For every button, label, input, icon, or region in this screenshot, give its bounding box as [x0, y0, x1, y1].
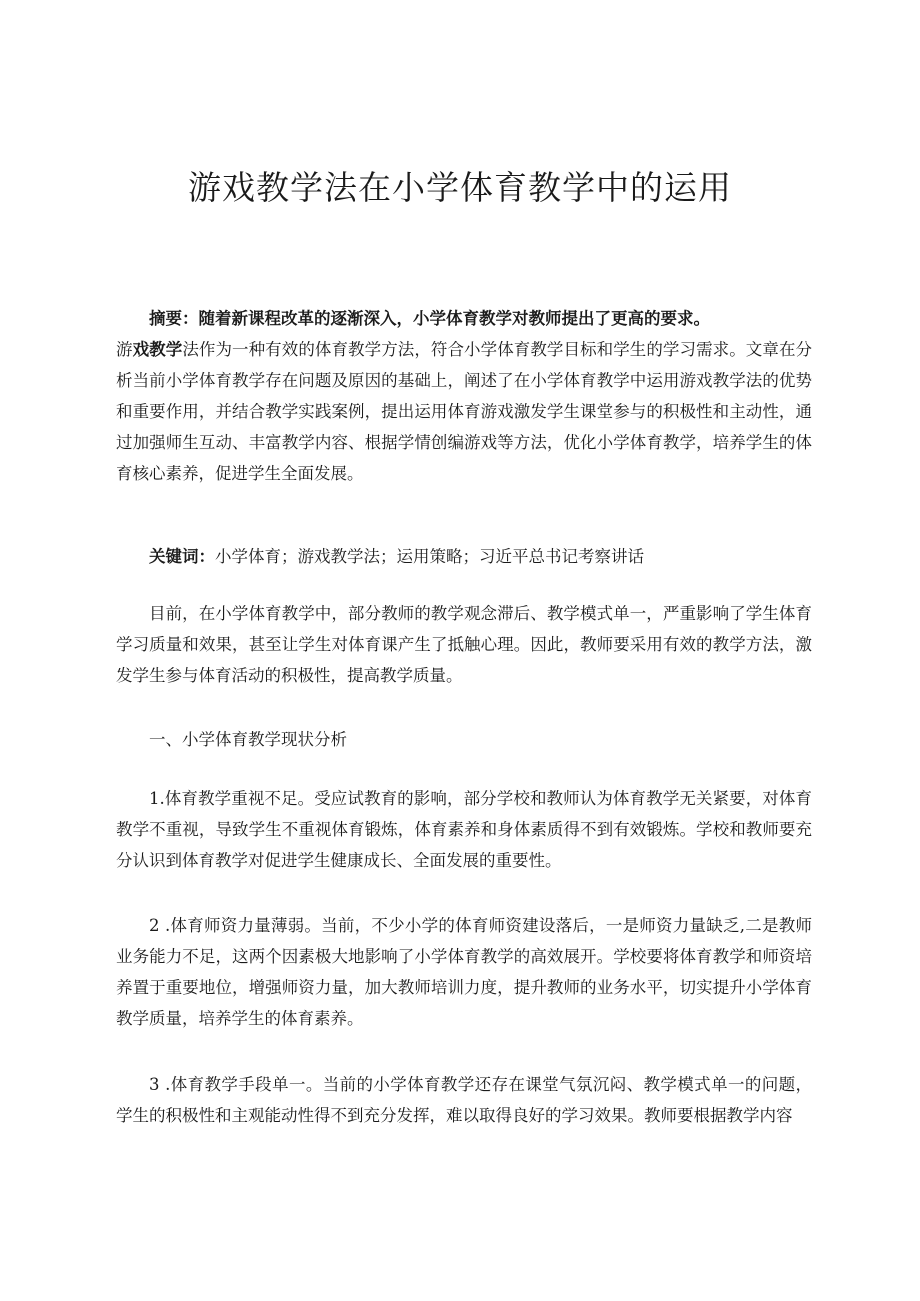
paragraph-3: 3 .体育教学手段单一。当前的小学体育教学还存在课堂气氛沉闷、教学模式单一的问题，学生的积极性和主观能动性得不到充分发挥，难以取得良好的学习效果。教师要根据教学内容 — [116, 1075, 812, 1125]
abstract-text: 法作为一种有效的体育教学方法，符合小学体育教学目标和学生的学习需求。文章在分析当前小学体育教学存在问题及原因的基础上，阐述了在小学体育教学中运用游戏教学法的优势和重要作用，并结合教学实践案例，提出运用体育游戏激发学生课堂参与的积极性和主动性，通过加强师生互动、丰富教学内容、根据学情创编游戏等方法，优化小学体育教学，培养学生的体育核心素养，促进学生全面发展。 — [116, 340, 813, 483]
section-heading: 一、小学体育教学现状分析 — [149, 730, 347, 749]
abstract — [116, 303, 812, 489]
abstract-bold-fragment: 戏教学 — [132, 340, 183, 359]
keywords — [116, 541, 812, 572]
paragraph-2: 2 .体育师资力量薄弱。当前，不少小学的体育师资建设落后，一是师资力量缺乏,二是教师业务能力不足，这两个因素极大地影响了小学体育教学的高效展开。学校要将体育教学和师资培养置于重要地位，增强师资力量，加大教师培训力度，提升教师的业务水平，切实提升小学体育教学质量，培养学生的体育素养。 — [116, 916, 812, 1028]
document-title: 游戏教学法在小学体育教学中的运用 — [188, 168, 732, 207]
paragraph-1: 1.体育教学重视不足。受应试教育的影响，部分学校和教师认为体育教学无关紧要，对体育教学不重视，导致学生不重视体育锻炼，体育素养和身体素质得不到有效锻炼。学校和教师要充分认识到体育教学对促进学生健康成长、全面发展的重要性。 — [116, 789, 812, 870]
abstract-text-start: 游 — [116, 340, 133, 359]
keywords-label: 关键词： — [149, 547, 215, 566]
intro-paragraph: 目前，在小学体育教学中，部分教师的教学观念滞后、教学模式单一，严重影响了学生体育学习质量和效果，甚至让学生对体育课产生了抵触心理。因此，教师要采用有效的教学方法，激发学生参与体育活动的积极性，提高教学质量。 — [116, 604, 812, 685]
keywords-text: 小学体育；游戏教学法；运用策略；习近平总书记考察讲话 — [215, 547, 644, 566]
abstract-lead: 摘要：随着新课程改革的逐渐深入，小学体育教学对教师提出了更高的要求。 — [149, 309, 710, 328]
